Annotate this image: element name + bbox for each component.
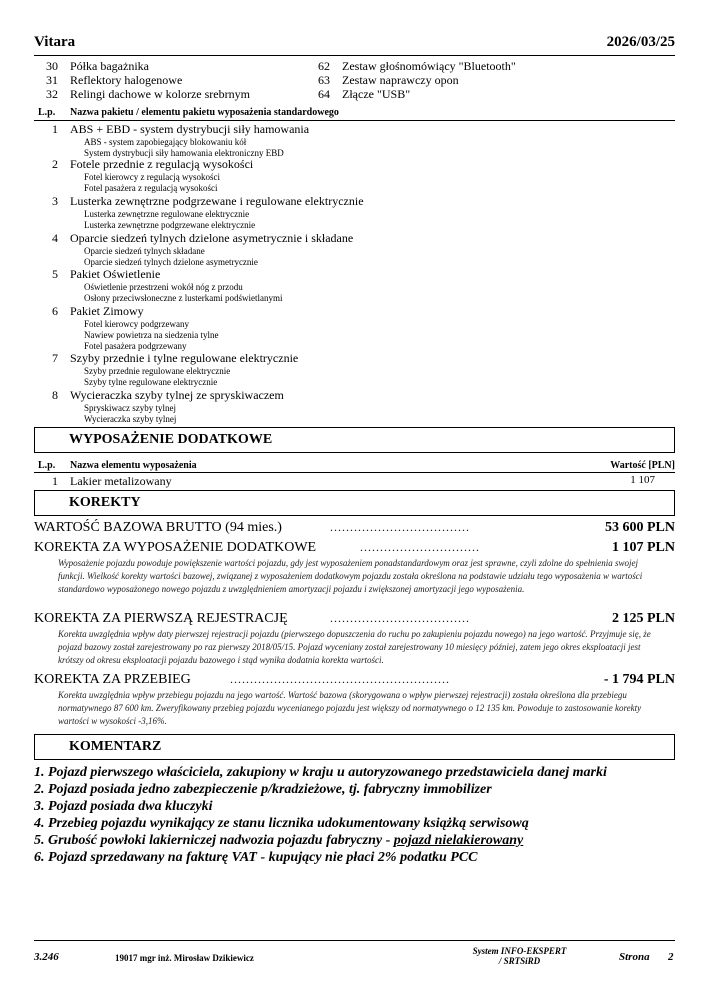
equipment-correction-value: 1 107 PLN [612, 540, 675, 555]
footer-page-number: 2 [668, 951, 674, 963]
document-date: 2026/03/25 [606, 34, 675, 50]
package-subitem: Nawiew powietrza na siedzenia tylne [84, 330, 219, 340]
package-subitem: Szyby przednie regulowane elektrycznie [84, 366, 231, 376]
document-title: Vitara [34, 34, 76, 50]
footer-page-label: Strona [619, 951, 650, 963]
mileage-correction-value: - 1 794 PLN [603, 672, 675, 687]
package-subitem: Osłony przeciwsłoneczne z lusterkami podświetlanymi [84, 293, 283, 303]
header-rule [34, 55, 675, 56]
package-subitem: Oparcie siedzeń tylnych składane [84, 246, 205, 256]
footer-version: 3.246 [34, 951, 59, 963]
package-subitem: ABS - system zapobiegający blokowaniu kół [84, 137, 247, 147]
package-subitem: Wycieraczka szyby tylnej [84, 414, 177, 424]
package-subitem: Oparcie siedzeń tylnych dzielone asymetrycznie [84, 257, 258, 267]
package-subitem: Lusterka zewnętrzne regulowane elektrycznie [84, 209, 250, 219]
comment-item: 6. Pojazd sprzedawany na fakturę VAT - kupujący nie płaci 2% podatku PCC [34, 850, 478, 865]
extra-header-rule [34, 472, 675, 473]
packages-lp-header: L.p. [38, 107, 56, 118]
comment-item: 5. Grubość powłoki lakierniczej nadwozia pojazdu fabryczny - pojazd nielakierowany [34, 833, 524, 848]
comments-title: KOMENTARZ [69, 739, 162, 754]
base-value: 53 600 PLN [605, 520, 675, 535]
corrections-section [34, 490, 675, 516]
extra-value-cell: 1 107 [630, 474, 655, 486]
package-subitem: Fotel kierowcy z regulacją wysokości [84, 172, 220, 182]
extra-name-header: Nazwa elementu wyposażenia [70, 460, 197, 471]
mileage-correction-note: Korekta uwzględnia wpływ przebiegu pojazdu na jego wartość. Wartość bazowa (skorygowana o wpływ pierwszej rejestracji) została określona dla przebiegu normatywnego 87 600 km. Zweryfikowany przebieg pojazdu wycenianego pojazdu jest większy od normatywnego o 12 135 km. Powoduje to zastosowanie korekty wartości w wysokości -3,16%. [58, 690, 642, 726]
extra-equipment-title: WYPOSAŻENIE DODATKOWE [69, 432, 273, 447]
comment-item: 3. Pojazd posiada dwa kluczyki [34, 799, 213, 814]
corrections-title: KOREKTY [69, 495, 141, 510]
extra-equipment-section [34, 427, 675, 453]
package-subitem: Fotel pasażera podgrzewany [84, 341, 187, 351]
registration-correction-note: Korekta uwzględnia wpływ daty pierwszej rejestracji pojazdu (pierwszego dopuszczenia do ruchu po zakupieniu pojazdu nowego) na jego wartość. Przyjmuje się, że pojazd bazowy został zarejestrowany po raz pierwszy 2018/05/15. Pojazd wyceniany został zarejestrowany 10 miesięcy później, zatem jego okres eksploatacji jest krótszy od okresu eksploatacji pojazdu bazowego i stąd wynika dodatnia korekta wartości. [58, 629, 651, 665]
extra-value-header: Wartość [PLN] [610, 460, 675, 471]
package-subitem: Szyby tylne regulowane elektrycznie [84, 377, 218, 387]
footer-rule [34, 940, 675, 941]
extra-lp-header: L.p. [38, 460, 56, 471]
registration-correction-value: 2 125 PLN [612, 611, 675, 626]
comment-item: 1. Pojazd pierwszego właściciela, zakupiony w kraju u autoryzowanego przedstawiciela danej marki [34, 765, 607, 780]
package-subitem: Lusterka zewnętrzne podgrzewane elektrycznie [84, 220, 256, 230]
comment-item: 2. Pojazd posiada jedno zabezpieczenie p/kradzieżowe, tj. fabryczny immobilizer [34, 782, 492, 797]
packages-name-header: Nazwa pakietu / elementu pakietu wyposażenia standardowego [70, 107, 339, 118]
equipment-correction-note: Wyposażenie pojazdu powoduje powiększenie wartości pojazdu, gdy jest wyposażeniem ponadstandardowym oraz jest sprawne, czyli zdolne do spełnienia swojej funkcji. Wielkość korekty wartości bazowej, związanej z wyposażeniem dodatkowym pojazdu została określona na podstawie udziału tego wyposażenia w wartości standardowo wyposażonego nowego pojazdu z uwzględnieniem amortyzacji pojazdu i zwiększonej amortyzacji jego wyposażenia. [58, 558, 643, 594]
comments-section [34, 734, 675, 760]
package-subitem: Fotel kierowcy podgrzewany [84, 319, 189, 329]
footer-system: System INFO-EKSPERT / SRTSiRD [472, 946, 567, 966]
packages-header-rule [34, 120, 675, 121]
package-subitem: Spryskiwacz szyby tylnej [84, 403, 176, 413]
footer-author: 19017 mgr inż. Mirosław Dzikiewicz [115, 953, 254, 963]
package-subitem: Oświetlenie przestrzeni wokół nóg z przodu [84, 282, 243, 292]
comment-item: 4. Przebieg pojazdu wynikający ze stanu licznika udokumentowany książką serwisową [34, 816, 529, 831]
package-subitem: System dystrybucji siły hamowania elektroniczny EBD [84, 148, 284, 158]
package-subitem: Fotel pasażera z regulacją wysokości [84, 183, 218, 193]
